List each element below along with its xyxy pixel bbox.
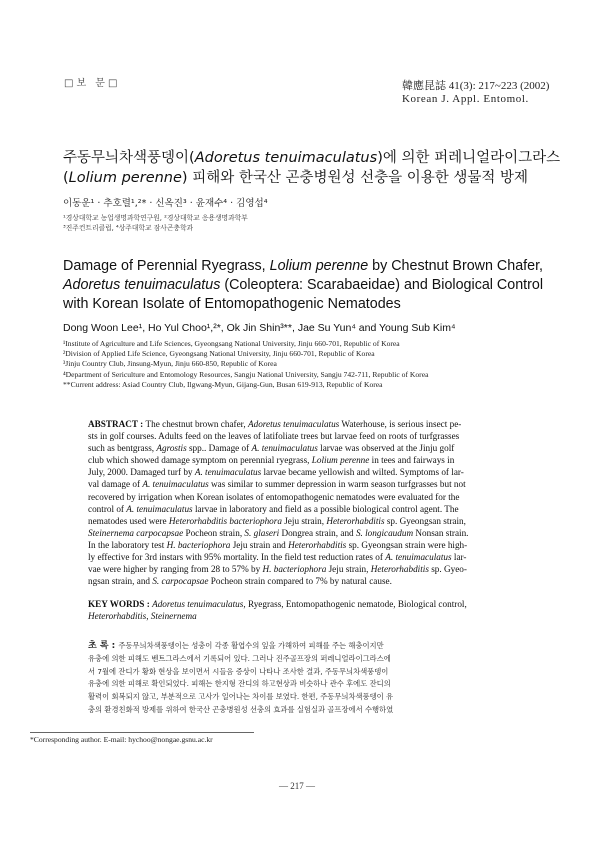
korean-authors: 이동운¹ · 추호렬¹,²* · 신옥진³ · 윤재수⁴ · 김영섭⁴ — [63, 198, 268, 209]
affiliation-line: ³Jinju Country Club, Jinsung-Myun, Jinju 660-850, Republic of Korea — [63, 359, 277, 369]
affiliation-line: ¹Institute of Agriculture and Life Sciences, Gyeongsang National University, Jinju 660-701, Republic of Korea — [63, 339, 400, 348]
footnote-rule — [30, 732, 254, 733]
journal-citation — [402, 80, 549, 106]
korean-title: 주동무늬차색풍뎅이(Adoretus tenuimaculatus)에 의한 퍼레니얼라이그라스 (Lolium perenne) 피해와 한국산 곤충병원성 선충을 이용한 생물적 방제 — [63, 150, 561, 186]
corresponding-author-footnote: *Corresponding author. E-mail: hychoo@nongae.gsnu.ac.kr — [30, 735, 213, 744]
affiliation-line: ²Division of Applied Life Science, Gyeongsang National University, Jinju 660-701, Republic of Korea — [63, 349, 375, 359]
journal-citation-korean: 韓應昆誌 41(3): 217~223 (2002) — [402, 80, 550, 92]
article-type-badge: □보 문□ — [64, 78, 121, 89]
affiliation-line: ⁴Department of Sericulture and Entomology Resources, Sangju National University, Sangju 742-711, Republic of Korea — [63, 369, 429, 379]
english-title: Damage of Perennial Ryegrass, Lolium perenne by Chestnut Brown Chafer, Adoretus tenuimaculatus (Coleoptera: Scarabaeidae) and Biological Control with Korean Isolate of Entomopathogenic Nematodes — [63, 258, 544, 312]
affiliation-line: **Current address: Asiad Country Club, Ilgwang-Myun, Gijang-Gun, Busan 619-913, Republic of Korea — [63, 379, 383, 389]
korean-abstract: 초 록 : 주동무늬차색풍뎅이는 성충이 각종 활엽수의 잎을 가해하여 피해를 주는 해충이지만 유충에 의한 피해도 벤트그라스에서 기록되어 있다. 그러나 진주골프장의 퍼레니얼라이그라스에 서 7월에 잔디가 황화 현상을 보이면서 시들음 증상이 나타나 조사한 결과, 주동무늬차색풍뎅이 유충에 의한 피해로 확인되었다. 피해는 한지형 잔디의 하고현상과 비슷하나 관수 후에도 잔디의 활력이 회복되지 않고, 부분적으로 고사가 일어나는 차이를 보였다. 한편, 주동무늬차색풍뎅이 유 충의 환경친화적 방제를 위하여 한국산 곤충병원성 선충의 효과를 실험실과 골프장에서 수행하였 — [88, 641, 394, 714]
abstract: ABSTRACT : The chestnut brown chafer, Adoretus tenuimaculatus Waterhouse, is serious insect pe- sts in golf courses. Adults feed on the leaves of latifoliate trees but larvae feed on roots of turfgrasses such as bentgrass, Agrostis spp.. Damage of A. tenuimaculatus larvae was observed at the Jinju golf club which showed damage symptom on perennial ryegrass, Lolium perenne in tees and fairways in July, 2000. Damaged turf by A. tenuimaculatus larvae became yellowish and wilted. Symptoms of lar- val damage of A. tenuimaculatus was similar to summer depression in warm season turfgrasses but not recovered by irrigation when Korean isolates of entomopathogenic nematodes were evaluated for the control of A. tenuimaculatus larvae in laboratory and field as a possible biological control agent. The nematodes used were Heterorhabditis bacteriophora Jeju strain, Heterorhabditis sp. Gyeongsan strain, Steinernema carpocapsae Pocheon strain, S. glaseri Dongrea strain, and S. longicaudum Nonsan strain. In the laboratory test H. bacteriophora Jeju strain and Heterorhabditis sp. Gyeongsan strain were high- ly effective for 3rd instars with 95% mortality. In the field test reduction rates of A. tenuimaculatus lar- vae were higher by ranging from 28 to 57% by H. bacteriophora Jeju strain, Heterorhabditis sp. Gyeo- ngsan strain, and S. carpocapsae Pocheon strain compared to 7% by natural cause. — [88, 419, 469, 587]
korean-affiliations: ¹경상대학교 농업생명과학연구원, ²경상대학교 응용생명과학부 ³진주컨트리클럽, ⁴상주대학교 잠사곤충학과 — [63, 214, 248, 232]
english-authors: Dong Woon Lee¹, Ho Yul Choo¹,²*, Ok Jin Shin³**, Jae Su Yun⁴ and Young Sub Kim⁴ — [63, 322, 456, 334]
page-number: — 217 — — [279, 781, 315, 791]
keywords: KEY WORDS : Adoretus tenuimaculatus, Ryegrass, Entomopathogenic nematode, Biological control, Heterorhabditis, Steinernema — [88, 599, 467, 622]
journal-name: Korean J. Appl. Entomol. — [402, 93, 529, 105]
english-affiliations — [63, 339, 428, 390]
